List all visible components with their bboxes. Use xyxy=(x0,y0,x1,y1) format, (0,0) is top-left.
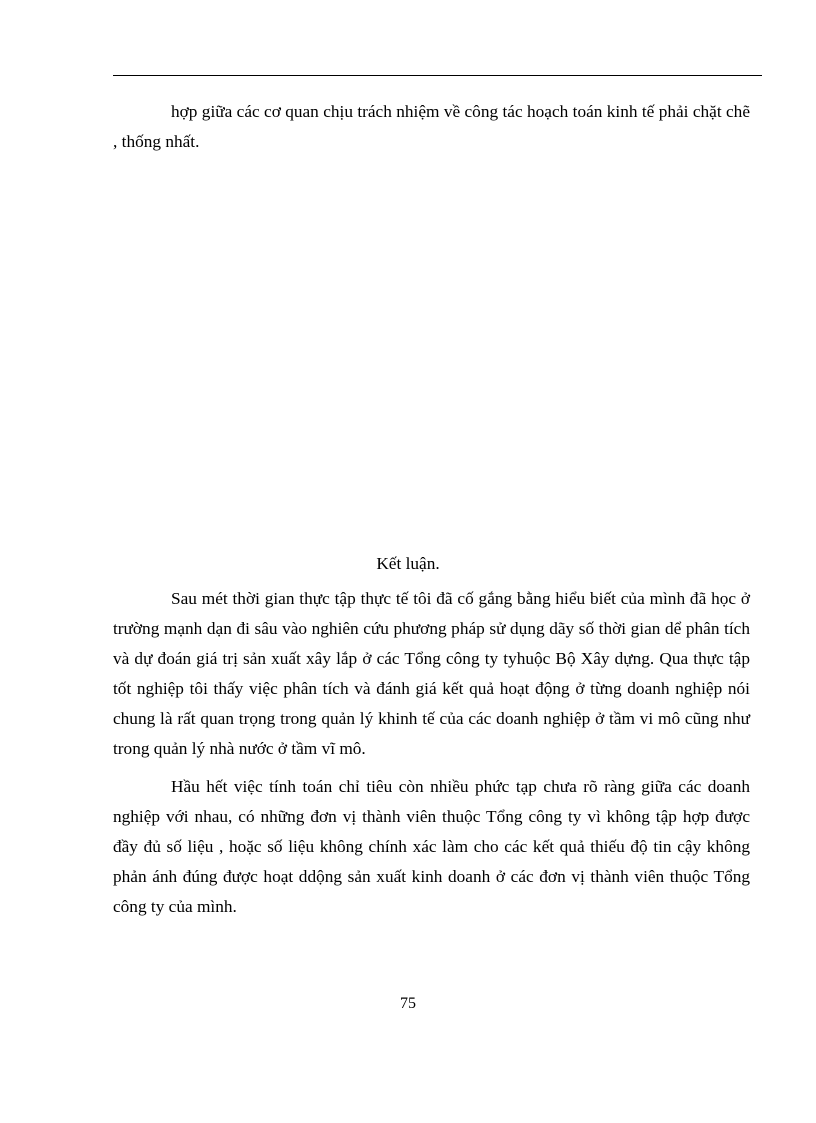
header-rule xyxy=(113,75,762,76)
conclusion-paragraph-1: Sau mét thời gian thực tập thực tế tôi đã cố gắng bằng hiểu biết của mình đã học ở trường mạnh dạn đi sâu vào nghiên cứu phương pháp sử dụng dãy số thời gian dể phân tích và dự đoán giá trị sản xuất xây lắp ở các Tổng công ty tyhuộc Bộ Xây dựng. Qua thực tập tốt nghiệp tôi thấy việc phân tích và đánh giá kết quả hoạt động ở từng doanh nghiệp nói chung là rất quan trọng trong quản lý khinh tế của các doanh nghiệp ở tầm vi mô cũng như trong quản lý nhà nước ở tầm vĩ mô. xyxy=(113,589,750,758)
conclusion-paragraph-2: Hầu hết việc tính toán chỉ tiêu còn nhiều phức tạp chưa rõ ràng giữa các doanh nghiệp với nhau, có những đơn vị thành viên thuộc Tổng công ty vì không tập hợp được đầy đủ số liệu , hoặc số liệu không chính xác làm cho các kết quả thiếu độ tin cậy không phản ánh đúng được hoạt ddộng sản xuất kinh doanh ở các đơn vị thành viên thuộc Tổng công ty của mình. xyxy=(113,777,750,916)
conclusion-heading: Kết luận. xyxy=(376,554,440,573)
page-number: 75 xyxy=(400,995,416,1012)
continued-paragraph: hợp giữa các cơ quan chịu trách nhiệm về công tác hoạch toán kinh tế phải chặt chẽ , thống nhất. xyxy=(113,102,750,151)
